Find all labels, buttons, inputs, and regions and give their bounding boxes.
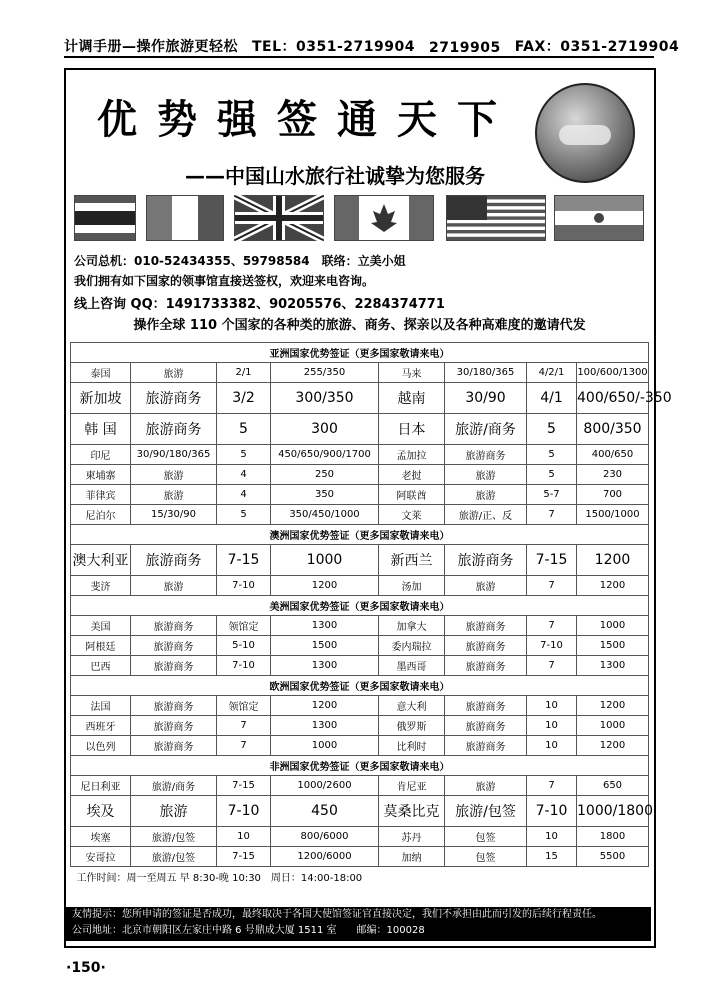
table-cell: 100/600/1300	[577, 363, 649, 383]
table-cell: 莫桑比克	[379, 796, 445, 827]
table-cell: 10	[527, 716, 577, 736]
table-cell: 1500	[271, 636, 379, 656]
table-cell: 4	[217, 465, 271, 485]
notice-address: 公司地址：北京市朝阳区左家庄中路 6 号鼎成大厦 1511 室 邮编：100028	[72, 925, 425, 936]
table-cell: 旅游商务	[445, 736, 527, 756]
section-header	[71, 525, 649, 545]
table-cell: 7-15	[527, 545, 577, 576]
page-number: ·150·	[66, 960, 106, 976]
table-cell: 马来	[379, 363, 445, 383]
table-cell: 旅游商务	[131, 383, 217, 414]
table-cell: 30/180/365	[445, 363, 527, 383]
telephone: TEL：0351-2719904	[252, 39, 415, 55]
notice-disclaimer: 友情提示：您所申请的签证是否成功，最终取决于各国大使馆签证官直接决定，我们不承担由此而引发的后续行程责任。	[72, 909, 602, 920]
table-cell: 230	[577, 465, 649, 485]
table-cell: 2/1	[217, 363, 271, 383]
section-title: 澳洲国家优势签证（更多国家敬请来电）	[71, 525, 649, 545]
table-cell: 斐济	[71, 576, 131, 596]
table-cell: 旅游商务	[445, 636, 527, 656]
section-header	[71, 756, 649, 776]
table-cell: 泰国	[71, 363, 131, 383]
table-cell: 1300	[577, 656, 649, 676]
table-cell: 5500	[577, 847, 649, 867]
table-cell: 旅游商务	[131, 414, 217, 445]
table-cell: 7-10	[527, 636, 577, 656]
page-header	[64, 34, 680, 58]
table-cell: 10	[527, 827, 577, 847]
table-cell: 日本	[379, 414, 445, 445]
table-cell: 1000/2600	[271, 776, 379, 796]
table-row	[71, 796, 649, 827]
table-cell: 柬埔寨	[71, 465, 131, 485]
table-cell: 旅游/包签	[445, 796, 527, 827]
table-cell: 旅游/商务	[131, 776, 217, 796]
telephone-2: 2719905	[429, 40, 501, 56]
table-row	[71, 776, 649, 796]
table-cell: 1000	[271, 736, 379, 756]
table-cell: 老挝	[379, 465, 445, 485]
table-cell: 10	[217, 827, 271, 847]
table-cell: 旅游/商务	[445, 414, 527, 445]
table-cell: 旅游商务	[131, 636, 217, 656]
italy-flag	[146, 195, 224, 241]
table-cell: 巴西	[71, 656, 131, 676]
table-cell: 15	[527, 847, 577, 867]
table-row	[71, 363, 649, 383]
fax: FAX：0351-2719904	[514, 39, 680, 55]
table-cell: 西班牙	[71, 716, 131, 736]
table-cell: 5-10	[217, 636, 271, 656]
table-cell: 1000/1800	[577, 796, 649, 827]
handshake-globe-icon	[535, 83, 635, 183]
table-cell: 旅游商务	[131, 696, 217, 716]
table-cell: 旅游	[131, 363, 217, 383]
table-cell: 旅游/正、反	[445, 505, 527, 525]
table-cell: 4/1	[527, 383, 577, 414]
table-cell: 肯尼亚	[379, 776, 445, 796]
table-cell: 30/90	[445, 383, 527, 414]
table-cell: 350/450/1000	[271, 505, 379, 525]
table-cell: 领馆定	[217, 696, 271, 716]
table-cell: 300	[271, 414, 379, 445]
table-cell: 旅游	[445, 776, 527, 796]
table-row	[71, 485, 649, 505]
table-cell: 尼日利亚	[71, 776, 131, 796]
section-header	[71, 343, 649, 363]
table-cell: 450	[271, 796, 379, 827]
table-cell: 1300	[271, 716, 379, 736]
table-cell: 尼泊尔	[71, 505, 131, 525]
table-cell: 旅游商务	[445, 545, 527, 576]
table-cell: 1500/1000	[577, 505, 649, 525]
table-cell: 旅游/包签	[131, 847, 217, 867]
table-cell: 孟加拉	[379, 445, 445, 465]
table-cell: 1200	[577, 576, 649, 596]
table-cell: 7-10	[527, 796, 577, 827]
table-cell: 7-10	[217, 796, 271, 827]
table-cell: 旅游	[445, 465, 527, 485]
table-cell: 旅游	[131, 485, 217, 505]
table-row	[71, 716, 649, 736]
visa-price-table	[70, 342, 672, 886]
brand-slogan: 计调手册—操作旅游更轻松	[64, 39, 238, 55]
table-cell: 1200	[577, 736, 649, 756]
table-cell: 意大利	[379, 696, 445, 716]
table-cell: 7-15	[217, 776, 271, 796]
table-cell: 3/2	[217, 383, 271, 414]
service-scope: 操作全球 110 个国家的各种类的旅游、商务、探亲以及各种高难度的邀请代发	[133, 318, 586, 333]
table-cell: 5	[217, 505, 271, 525]
table-cell: 7	[217, 736, 271, 756]
usa-flag	[446, 195, 546, 241]
table-cell: 400/650	[577, 445, 649, 465]
table-cell: 俄罗斯	[379, 716, 445, 736]
table-cell: 旅游商务	[445, 656, 527, 676]
table-cell: 旅游商务	[445, 445, 527, 465]
table-row	[71, 696, 649, 716]
table-cell: 旅游商务	[131, 736, 217, 756]
table-cell: 5	[527, 445, 577, 465]
table-cell: 美国	[71, 616, 131, 636]
table-cell: 澳大利亚	[71, 545, 131, 576]
table-cell: 汤加	[379, 576, 445, 596]
table-cell: 新加坡	[71, 383, 131, 414]
table-row	[71, 736, 649, 756]
section-title: 美洲国家优势签证（更多国家敬请来电）	[71, 596, 649, 616]
table-cell: 加拿大	[379, 616, 445, 636]
table-cell: 7-10	[217, 576, 271, 596]
table-cell: 越南	[379, 383, 445, 414]
table-cell: 5	[217, 414, 271, 445]
table-cell: 旅游商务	[445, 716, 527, 736]
table-cell: 1200	[577, 696, 649, 716]
table-cell: 旅游商务	[445, 616, 527, 636]
table-cell: 旅游	[445, 576, 527, 596]
thailand-flag	[74, 195, 136, 241]
iran-flag	[554, 195, 644, 241]
table-cell: 300/350	[271, 383, 379, 414]
table-cell: 5	[527, 465, 577, 485]
table-cell: 650	[577, 776, 649, 796]
table-cell: 10	[527, 696, 577, 716]
table-cell: 7	[527, 616, 577, 636]
table-cell: 旅游/包签	[131, 827, 217, 847]
table-cell: 1500	[577, 636, 649, 656]
table-cell: 350	[271, 485, 379, 505]
table-cell: 旅游商务	[131, 616, 217, 636]
table-cell: 4	[217, 485, 271, 505]
table-cell: 255/350	[271, 363, 379, 383]
section-title: 亚洲国家优势签证（更多国家敬请来电）	[71, 343, 649, 363]
table-row	[71, 847, 649, 867]
table-cell: 450/650/900/1700	[271, 445, 379, 465]
table-row	[71, 445, 649, 465]
table-cell: 1200	[271, 576, 379, 596]
table-cell: 旅游商务	[131, 716, 217, 736]
table-cell: 安哥拉	[71, 847, 131, 867]
table-cell: 800/350	[577, 414, 649, 445]
table-cell: 领馆定	[217, 616, 271, 636]
table-cell: 400/650/-350	[577, 383, 649, 414]
table-row	[71, 414, 649, 445]
table-row	[71, 545, 649, 576]
notice-box	[66, 907, 651, 941]
table-cell: 700	[577, 485, 649, 505]
table-cell: 7	[527, 576, 577, 596]
table-cell: 7	[217, 716, 271, 736]
flag-strip	[74, 195, 642, 241]
table-cell: 15/30/90	[131, 505, 217, 525]
table-cell: 5	[527, 414, 577, 445]
subtitle: ——中国山水旅行社诚挚为您服务	[185, 164, 485, 188]
table-cell: 800/6000	[271, 827, 379, 847]
table-cell: 苏丹	[379, 827, 445, 847]
table-cell: 阿联酋	[379, 485, 445, 505]
section-title: 非洲国家优势签证（更多国家敬请来电）	[71, 756, 649, 776]
headline: 优势强签通天下	[97, 96, 517, 143]
table-cell: 1000	[577, 716, 649, 736]
hq-contact: 公司总机：010-52434355、59798584 联络：立美小姐	[74, 254, 406, 268]
table-cell: 7-15	[217, 545, 271, 576]
table-cell: 7	[527, 505, 577, 525]
section-header	[71, 596, 649, 616]
table-cell: 旅游	[445, 485, 527, 505]
table-cell: 7	[527, 776, 577, 796]
table-cell: 250	[271, 465, 379, 485]
table-cell: 1000	[271, 545, 379, 576]
table-cell: 4/2/1	[527, 363, 577, 383]
table-cell: 30/90/180/365	[131, 445, 217, 465]
table-cell: 加纳	[379, 847, 445, 867]
table-row	[71, 616, 649, 636]
table-cell: 1200/6000	[271, 847, 379, 867]
table-cell: 旅游	[131, 465, 217, 485]
table-cell: 5-7	[527, 485, 577, 505]
table-cell: 包签	[445, 847, 527, 867]
table-cell: 新西兰	[379, 545, 445, 576]
table-cell: 7	[527, 656, 577, 676]
table-cell: 7-10	[217, 656, 271, 676]
table-cell: 旅游商务	[131, 545, 217, 576]
table-cell: 委内瑞拉	[379, 636, 445, 656]
uk-flag	[234, 195, 324, 241]
table-cell: 10	[527, 736, 577, 756]
section-title: 欧洲国家优势签证（更多国家敬请来电）	[71, 676, 649, 696]
section-header	[71, 676, 649, 696]
canada-flag	[334, 195, 434, 241]
table-cell: 5	[217, 445, 271, 465]
table-row	[71, 656, 649, 676]
table-row	[71, 827, 649, 847]
table-cell: 埃及	[71, 796, 131, 827]
table-cell: 以色列	[71, 736, 131, 756]
table-cell: 印尼	[71, 445, 131, 465]
table-cell: 旅游商务	[445, 696, 527, 716]
qq-contact: 线上咨询 QQ：1491733382、90205576、2284374771	[74, 297, 445, 312]
table-row	[71, 576, 649, 596]
table-cell: 1000	[577, 616, 649, 636]
table-cell: 法国	[71, 696, 131, 716]
working-hours: 工作时间：周一至周五 早 8:30-晚 10:30 周日：14:00-18:00	[76, 873, 363, 884]
table-cell: 比利时	[379, 736, 445, 756]
table-cell: 埃塞	[71, 827, 131, 847]
table-cell: 1200	[271, 696, 379, 716]
table-cell: 1300	[271, 616, 379, 636]
table-cell: 墨西哥	[379, 656, 445, 676]
table-row	[71, 383, 649, 414]
consulate-line: 我们拥有如下国家的领事馆直接送签权，欢迎来电咨询。	[74, 274, 375, 288]
table-cell: 阿根廷	[71, 636, 131, 656]
table-cell: 7-15	[217, 847, 271, 867]
table-cell: 旅游商务	[131, 656, 217, 676]
table-cell: 1200	[577, 545, 649, 576]
table-cell: 旅游	[131, 796, 217, 827]
table-cell: 旅游	[131, 576, 217, 596]
table-cell: 文莱	[379, 505, 445, 525]
table-cell: 1300	[271, 656, 379, 676]
table-cell: 菲律宾	[71, 485, 131, 505]
table-cell: 1800	[577, 827, 649, 847]
table-cell: 韩 国	[71, 414, 131, 445]
table-row	[71, 636, 649, 656]
table-row	[71, 465, 649, 485]
table-row	[71, 505, 649, 525]
table-cell: 包签	[445, 827, 527, 847]
